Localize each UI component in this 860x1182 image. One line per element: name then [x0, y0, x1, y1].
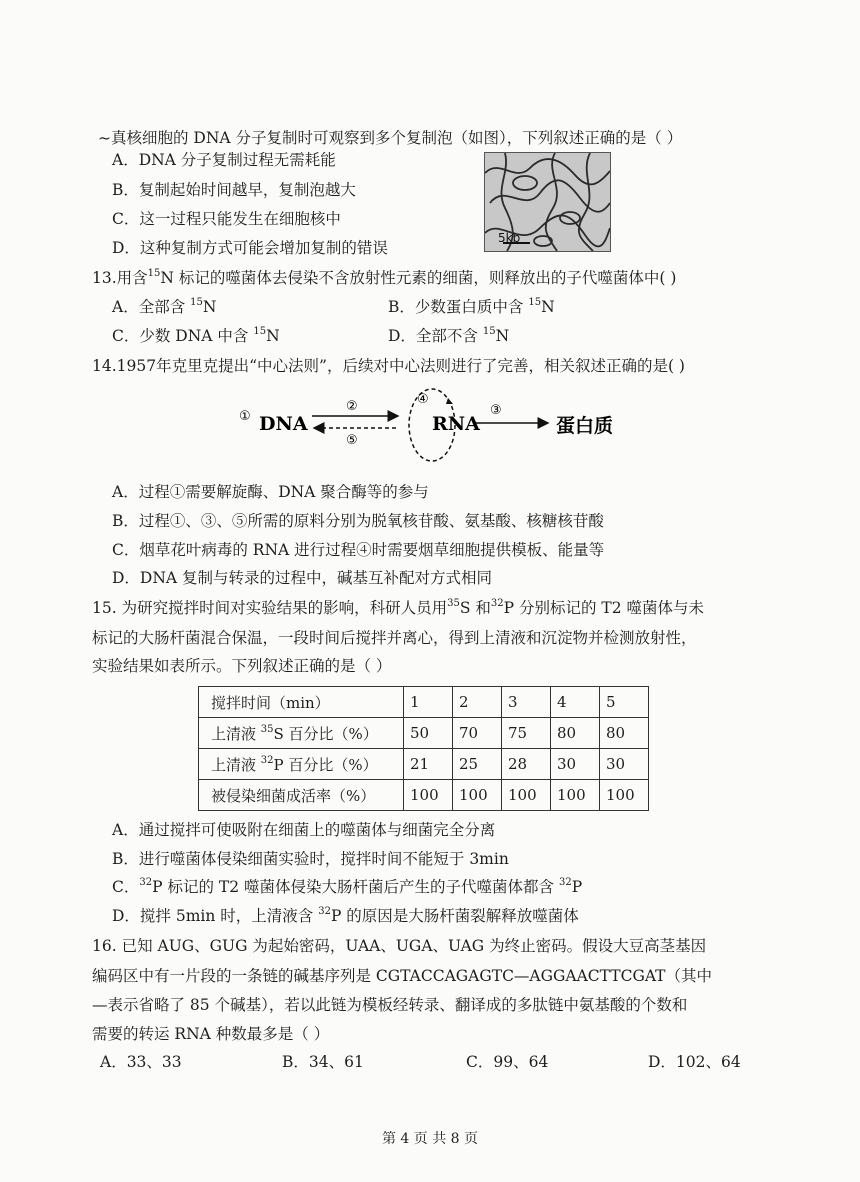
table-row-label	[199, 749, 404, 780]
table-header-cell: 3	[502, 687, 551, 718]
q13-option-d	[388, 326, 509, 346]
q15-option-d-a: D．搅拌 5min 时，上清液含	[112, 907, 319, 925]
q15-option-a: A．通过搅拌可使吸附在细菌上的噬菌体与细菌完全分离	[112, 821, 496, 839]
table-row	[199, 718, 649, 749]
table-cell: 70	[453, 718, 502, 749]
row-label-sup: 35	[260, 723, 274, 735]
q15-option-d-sup: 32	[318, 905, 331, 917]
table-row	[199, 780, 649, 811]
q15-option-c-sup: 32	[139, 876, 153, 888]
table-header-cell: 1	[404, 687, 453, 718]
label-dna: DNA	[259, 413, 308, 435]
page-footer: 第 4 页 共 8 页	[381, 1131, 479, 1147]
table-header-cell: 4	[551, 687, 600, 718]
q13-option-c	[112, 326, 280, 346]
q13-stem-a: 13.用含	[92, 269, 148, 287]
table-row-label	[199, 780, 404, 811]
row-label-sup: 32	[260, 754, 274, 766]
table-cell: 30	[551, 749, 600, 780]
table-row-label	[199, 718, 404, 749]
label-3: ③	[490, 403, 502, 418]
q15-option-b: B．进行噬菌体侵染细菌实验时，搅拌时间不能短于 3min	[112, 850, 509, 868]
q13-sup: 15	[147, 267, 161, 279]
table-header-cell: 搅拌时间（min）	[199, 687, 404, 718]
q15-option-c-a: C．	[112, 878, 140, 896]
q14-option-c: C．烟草花叶病毒的 RNA 进行过程④时需要烟草细胞提供模板、能量等	[112, 541, 605, 559]
q13-option-a-sup: 15	[190, 296, 203, 308]
q12-option-c: C．这一过程只能发生在细胞核中	[112, 210, 341, 228]
q15-stem-line1-b: S 和	[459, 599, 491, 617]
q13-option-a	[112, 297, 216, 317]
q15-sup-s: 35	[447, 597, 460, 609]
q13-option-d-sup: 15	[482, 325, 496, 337]
label-5: ⑤	[346, 433, 358, 448]
q12-stem-text: 真核细胞的 DNA 分子复制时可观察到多个复制泡（如图），下列叙述正确的是（ ）	[111, 129, 683, 147]
q15-stem-line1-c: P 分别标记的 T2 噬菌体与未	[503, 599, 705, 617]
q16-option-a: A．33、33	[100, 1053, 182, 1071]
q12-option-b: B．复制起始时间越早，复制泡越大	[112, 181, 356, 199]
q13-option-b-tail: N	[541, 298, 555, 316]
q15-option-c-sup2: 32	[558, 876, 572, 888]
table-cell: 100	[404, 780, 453, 811]
q16-option-d: D．102、64	[648, 1053, 741, 1071]
q15-stem-line1-a: 15. 为研究搅拌时间对实验结果的影响，科研人员用	[92, 599, 448, 617]
q13-option-a-text: A．全部含	[112, 298, 191, 316]
label-protein: 蛋白质	[556, 415, 614, 437]
q13-stem-b: N 标记的噬菌体去侵染不含放射性元素的细菌，则释放出的子代噬菌体中( )	[160, 269, 677, 287]
q15-stem-line3: 实验结果如表所示。下列叙述正确的是（ ）	[92, 657, 392, 675]
q14-stem: 14.1957年克里克提出“中心法则”，后续对中心法则进行了完善，相关叙述正确的是( )	[92, 357, 685, 375]
table-cell: 100	[453, 780, 502, 811]
row-label-b: P 百分比（%）	[273, 755, 378, 774]
table-cell: 80	[600, 718, 649, 749]
q12-option-a: A．DNA 分子复制过程无需耗能	[112, 151, 336, 169]
q13-option-b-sup: 15	[528, 296, 542, 308]
q16-line2: 编码区中有一片段的一条链的碱基序列是 CGTACCAGAGTC—AGGAACTTCGAT（其中	[92, 967, 713, 985]
label-4: ④	[417, 392, 429, 407]
stirring-results-table	[198, 686, 649, 811]
q16-line1: 16. 已知 AUG、GUG 为起始密码，UAA、UGA、UAG 为终止密码。假设大豆高茎基因	[92, 937, 707, 955]
q13-option-c-text: C．少数 DNA 中含	[112, 327, 254, 345]
rna-replication-loop	[409, 389, 455, 461]
row-label-a: 上清液	[211, 755, 261, 774]
q16-option-c: C．99、64	[466, 1053, 549, 1071]
q13-option-c-sup: 15	[253, 325, 267, 337]
q15-stem-line1	[92, 598, 704, 618]
table-cell: 50	[404, 718, 453, 749]
label-rna: RNA	[432, 413, 480, 435]
q14-option-d: D．DNA 复制与转录的过程中，碱基互补配对方式相同	[112, 569, 493, 587]
table-cell: 100	[502, 780, 551, 811]
q13-option-d-tail: N	[495, 327, 510, 345]
table-cell: 75	[502, 718, 551, 749]
q13-option-c-tail: N	[266, 327, 280, 345]
label-2: ②	[346, 399, 358, 414]
q15-option-c	[112, 877, 582, 897]
row-label-a: 被侵染细菌成活率（%）	[211, 786, 376, 805]
table-cell: 80	[551, 718, 600, 749]
table-cell: 25	[453, 749, 502, 780]
q14-option-a: A．过程①需要解旋酶、DNA 聚合酶等的参与	[112, 483, 429, 501]
table-cell: 100	[600, 780, 649, 811]
q12-stem	[98, 128, 682, 148]
table-row	[199, 749, 649, 780]
row-label-a: 上清液	[211, 724, 261, 743]
q15-sup-p: 32	[490, 597, 504, 609]
table-header-cell: 5	[600, 687, 649, 718]
table-cell: 30	[600, 749, 649, 780]
q15-stem-line2: 标记的大肠杆菌混合保温，一段时间后搅拌并离心，得到上清液和沉淀物并检测放射性，	[92, 629, 697, 647]
table-header-row	[199, 687, 649, 718]
q12-option-d: D．这种复制方式可能会增加复制的错误	[112, 239, 388, 257]
q14-option-b: B．过程①、③、⑤所需的原料分别为脱氧核苷酸、氨基酸、核糖核苷酸	[112, 512, 604, 530]
q13-stem	[92, 268, 676, 288]
label-1: ①	[239, 409, 251, 424]
row-label-b: S 百分比（%）	[273, 724, 378, 743]
q12-number-mark: ~	[98, 129, 111, 147]
q13-option-b	[388, 297, 555, 317]
q13-option-b-text: B．少数蛋白质中含	[388, 298, 529, 316]
table-cell: 100	[551, 780, 600, 811]
q15-option-c-b: P 标记的 T2 噬菌体侵染大肠杆菌后产生的子代噬菌体都含	[152, 878, 559, 896]
micrograph-scale-label: 5kb	[498, 231, 521, 245]
q13-option-a-tail: N	[202, 298, 217, 316]
table-cell: 28	[502, 749, 551, 780]
table-cell: 21	[404, 749, 453, 780]
q16-option-b: B．34、61	[282, 1053, 364, 1071]
q15-option-d	[112, 906, 579, 926]
table-header-cell: 2	[453, 687, 502, 718]
q13-option-d-text: D．全部不含	[388, 327, 483, 345]
q16-line4: 需要的转运 RNA 种数最多是（ ）	[92, 1025, 330, 1043]
q15-option-c-c: P	[571, 878, 583, 896]
q15-option-d-b: P 的原因是大肠杆菌裂解释放噬菌体	[330, 907, 579, 925]
q16-line3: —表示省略了 85 个碱基），若以此链为模板经转录、翻译成的多肽链中氨基酸的个数和	[92, 996, 688, 1014]
